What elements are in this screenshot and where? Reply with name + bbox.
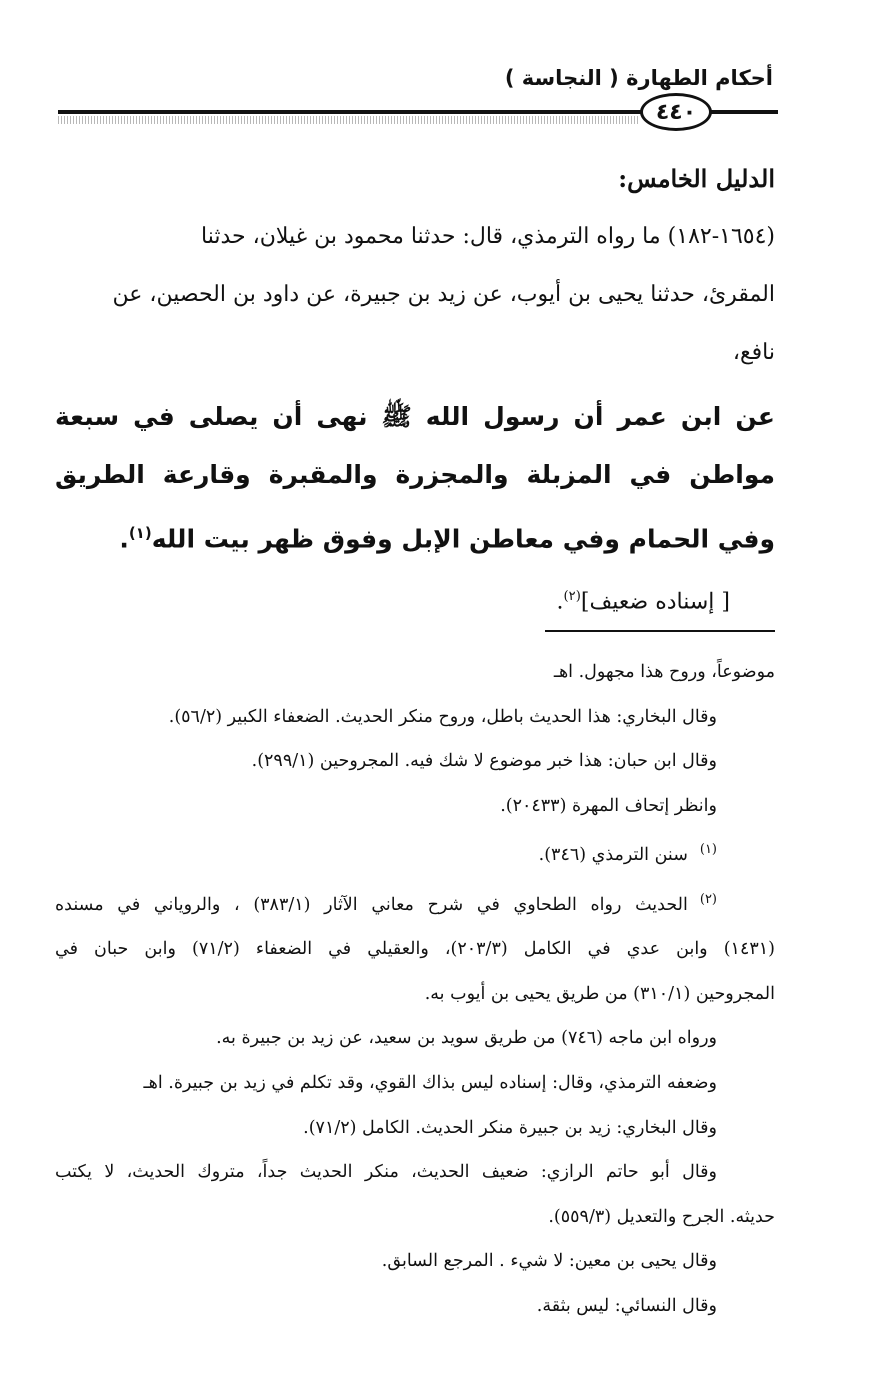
footnote-line xyxy=(55,695,775,740)
hadith-text xyxy=(55,388,775,568)
running-title: أحكام الطهارة ( النجاسة ) xyxy=(504,66,773,90)
footnote-line xyxy=(55,828,775,877)
section-heading: الدليل الخامس: xyxy=(618,164,775,193)
main-text xyxy=(55,150,775,632)
footnote-text: الحديث رواه الطحاوي في شرح معاني الآثار (٣٨٣/١) ، والروياني في مسنده xyxy=(55,894,688,915)
footnote-text: وقال أبو حاتم الرازي: ضعيف الحديث، منكر الحديث جداً، متروك الحديث، لا يكتب xyxy=(55,1162,717,1183)
footnote-marker: (٢) xyxy=(699,891,717,907)
footnote-text: وضعفه الترمذي، وقال: إسناده ليس بذاك القوي، وقد تكلم في زيد بن جبيرة. اهـ xyxy=(143,1073,717,1093)
footnote-text: (١٤٣١) وابن عدي في الكامل (٢٠٣/٣)، والعقيلي في الضعفاء (٧١/٢) وابن حبان في xyxy=(55,939,775,960)
isnad-line-2: المقرئ، حدثنا يحيى بن أيوب، عن زيد بن جبيرة، عن داود بن الحصين، عن xyxy=(112,282,775,307)
footnote-line xyxy=(55,1284,775,1329)
hadith-end: . xyxy=(119,524,129,554)
footnote-line xyxy=(55,1061,775,1106)
footnote-text: وقال البخاري: زيد بن جبيرة منكر الحديث. الكامل (٧١/٢). xyxy=(303,1117,717,1138)
page-number: ٤٤٠ xyxy=(640,93,712,131)
footnote-separator xyxy=(545,630,775,632)
footnote-text: وقال النسائي: ليس بثقة. xyxy=(536,1295,717,1316)
footnote-text: وقال ابن حبان: هذا خبر موضوع لا شك فيه. المجروحين (٢٩٩/١). xyxy=(251,751,717,772)
hadith-body: عن ابن عمر أن رسول الله ﷺ نهى أن يصلى في سبعة مواطن في المزبلة والمجزرة والمقبرة وقارعة الطريق وفي الحمام وفي معاطن الإبل وفوق ظهر بيت الله xyxy=(55,402,775,554)
footnote-line xyxy=(55,972,775,1017)
grade-end: . xyxy=(556,589,564,615)
footnote-line xyxy=(55,784,775,829)
footnote-text: حديثه. الجرح والتعديل (٥٥٩/٣). xyxy=(548,1206,775,1227)
header-rule-ornament xyxy=(58,116,638,124)
footnote-text: وقال يحيى بن معين: لا شيء . المرجع السابق. xyxy=(381,1251,717,1272)
footnote-text: وانظر إتحاف المهرة (٢٠٤٣٣). xyxy=(500,795,717,816)
footnote-ref-2[interactable]: (٢) xyxy=(563,589,581,605)
isnad-line-1: (١٦٥٤-١٨٢) ما رواه الترمذي، قال: حدثنا محمود بن غيلان، حدثنا xyxy=(201,224,775,249)
footnote-text: موضوعاً، وروح هذا مجهول. اهـ xyxy=(553,662,775,682)
footnote-line xyxy=(55,739,775,784)
footnote-ref-1[interactable]: (١) xyxy=(128,524,152,542)
footnote-line xyxy=(55,1195,775,1240)
isnad-line-3: نافع، xyxy=(732,340,775,365)
footnote-line xyxy=(55,1239,775,1284)
footnote-line xyxy=(55,1106,775,1151)
footnote-line xyxy=(55,1016,775,1061)
footnote-line xyxy=(55,1150,775,1195)
footnotes xyxy=(55,650,775,1329)
footnote-line xyxy=(55,878,775,927)
footnote-text: ورواه ابن ماجه (٧٤٦) من طريق سويد بن سعيد، عن زيد بن جبيرة به. xyxy=(216,1028,717,1049)
footnote-line xyxy=(55,927,775,972)
footnote-text: سنن الترمذي (٣٤٦). xyxy=(538,845,688,866)
footnote-marker: (١) xyxy=(699,842,717,858)
footnote-text: وقال البخاري: هذا الحديث باطل، وروح منكر الحديث. الضعفاء الكبير (٥٦/٢). xyxy=(168,706,717,727)
footnote-line xyxy=(55,650,775,695)
isnad-grade xyxy=(55,568,730,631)
grade-text: [ إسناده ضعيف] xyxy=(580,589,730,615)
footnote-text: المجروحين (٣١٠/١) من طريق يحيى بن أيوب به. xyxy=(424,983,775,1004)
